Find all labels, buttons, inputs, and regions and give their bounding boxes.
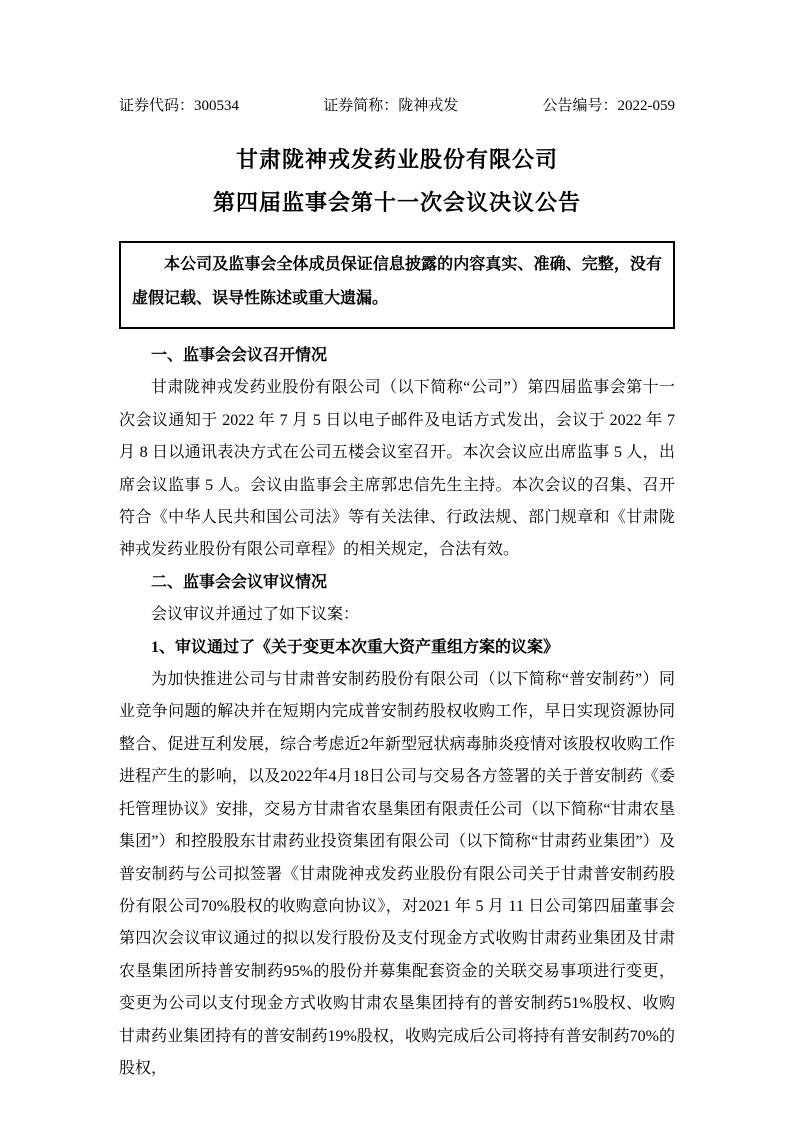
section2-heading: 二、监事会会议审议情况 bbox=[151, 573, 328, 591]
announcement-number: 公告编号：2022-059 bbox=[542, 98, 675, 114]
company-title: 甘肃陇神戎发药业股份有限公司 bbox=[235, 147, 558, 172]
document-header bbox=[119, 97, 675, 115]
document-body bbox=[119, 340, 675, 1085]
meeting-resolution-title: 第四届监事会第十一次会议决议公告 bbox=[212, 190, 581, 215]
section1-paragraph: 甘肃陇神戎发药业股份有限公司（以下简称“公司”）第四届监事会第十一次会议通知于 2022 年 7 月 5 日以电子邮件及电话方式发出，会议于 2022 年 7 月 8 日以通讯表决方式在公司五楼会议室召开。本次会议应出席监事 5 人，出席会议监事 5 人。会议由监事会主席郭忠信先生主持。本次会议的召集、召开符合《中华人民共和国公司法》等有关法律、行政法规、部门规章和《甘肃陇神戎发药业股份有限公司章程》的相关规定，合法有效。 bbox=[119, 379, 675, 559]
security-code: 证券代码：300534 bbox=[119, 98, 240, 114]
security-abbreviation: 证券简称：陇神戎发 bbox=[323, 98, 459, 114]
resolution-item1-heading: 1、审议通过了《关于变更本次重大资产重组方案的议案》 bbox=[151, 638, 560, 656]
disclosure-statement-text: 本公司及监事会全体成员保证信息披露的内容真实、准确、完整，没有虚假记载、误导性陈述或重大遗漏。 bbox=[132, 256, 662, 307]
disclosure-statement-box bbox=[119, 241, 675, 329]
section1-heading: 一、监事会会议召开情况 bbox=[151, 347, 328, 364]
resolution-item1-paragraph: 为加快推进公司与甘肃普安制药股份有限公司（以下简称“普安制药”）同业竞争问题的解决并在短期内完成普安制药股权收购工作，早日实现资源协同整合、促进互利发展，综合考虑近2年新型冠状病毒肺炎疫情对该股权收购工作进程产生的影响，以及2022年4月18日公司与交易各方签署的关于普安制药《委托管理协议》安排，交易方甘肃省农垦集团有限责任公司（以下简称“甘肃农垦集团”）和控股股东甘肃药业投资集团有限公司（以下简称“甘肃药业集团”）及普安制药与公司拟签署《甘肃陇神戎发药业股份有限公司关于甘肃普安制药股份有限公司70%股权的收购意向协议》，对2021 年 5 月 11 日公司第四届董事会第四次会议审议通过的拟以发行股份及支付现金方式收购甘肃药业集团及甘肃农垦集团所持普安制药95%的股份并募集配套资金的关联交易事项进行变更，变更为公司以支付现金方式收购甘肃农垦集团持有的普安制药51%股权、收购甘肃药业集团持有的普安制药19%股权，收购完成后公司将持有普安制药70%的股权， bbox=[119, 671, 675, 1077]
section2-intro: 会议审议并通过了如下议案： bbox=[151, 606, 360, 624]
